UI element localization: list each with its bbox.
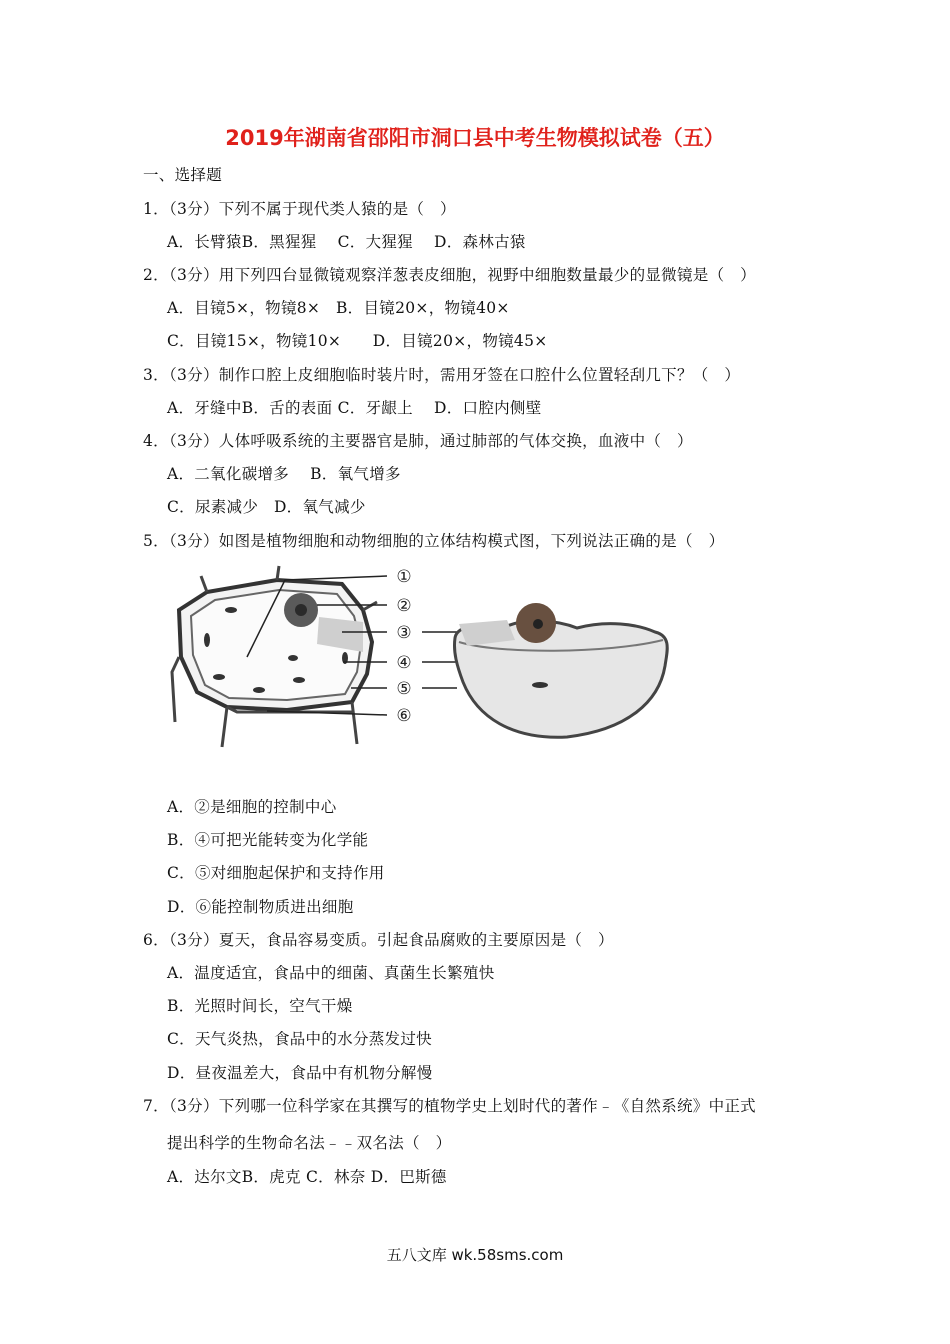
figure-label-3: ③	[396, 623, 412, 643]
question-2-options-cd: C．目镜15×，物镜10× D．目镜20×，物镜45×	[167, 332, 548, 350]
figure-label-2: ②	[396, 596, 412, 616]
question-4: 4．（3分）人体呼吸系统的主要器官是肺，通过肺部的气体交换，血液中（ ）	[143, 432, 693, 450]
question-1-options: A．长臂猿B．黑猩猩 C．大猩猩 D．森林古猿	[167, 233, 526, 251]
question-2-options-ab: A．目镜5×，物镜8× B．目镜20×，物镜40×	[167, 299, 510, 317]
question-5-option-a: A．②是细胞的控制中心	[167, 798, 337, 816]
question-6-option-c: C．天气炎热，食品中的水分蒸发过快	[167, 1030, 432, 1048]
question-6-option-a: A．温度适宜，食品中的细菌、真菌生长繁殖快	[167, 964, 495, 982]
question-6-option-b: B．光照时间长，空气干燥	[167, 997, 353, 1015]
question-6-option-d: D．昼夜温差大，食品中有机物分解慢	[167, 1064, 433, 1082]
question-1: 1．（3分）下列不属于现代类人猿的是（ ）	[143, 200, 456, 218]
footer-watermark: 五八文库 wk.58sms.com	[386, 1246, 564, 1264]
question-5-option-b: B．④可把光能转变为化学能	[167, 831, 369, 849]
question-5-option-c: C．⑤对细胞起保护和支持作用	[167, 864, 385, 882]
question-7-continuation: 提出科学的生物命名法﹣﹣双名法（ ）	[167, 1134, 452, 1152]
figure-label-5: ⑤	[396, 679, 412, 699]
question-4-options-cd: C．尿素减少 D．氧气减少	[167, 498, 366, 516]
animal-cell-diagram	[454, 603, 667, 737]
question-5-option-d: D．⑥能控制物质进出细胞	[167, 898, 354, 916]
question-3: 3．（3分）制作口腔上皮细胞临时装片时，需用牙签在口腔什么位置轻刮几下？（ ）	[143, 366, 741, 384]
question-7-options: A．达尔文B．虎克 C．林奈 D．巴斯德	[167, 1168, 447, 1186]
cell-structure-figure	[167, 562, 677, 762]
page-title: 2019年湖南省邵阳市洞口县中考生物模拟试卷（五）	[225, 126, 725, 150]
question-7: 7．（3分）下列哪一位科学家在其撰写的植物学史上划时代的著作﹣《自然系统》中正式	[143, 1097, 756, 1115]
section-heading: 一、选择题	[143, 166, 223, 184]
figure-label-6: ⑥	[396, 706, 412, 726]
question-3-options: A．牙缝中B．舌的表面 C．牙龈上 D．口腔内侧壁	[167, 399, 542, 417]
question-2: 2．（3分）用下列四台显微镜观察洋葱表皮细胞，视野中细胞数量最少的显微镜是（ ）	[143, 266, 756, 284]
figure-labels	[396, 567, 411, 726]
plant-cell-diagram	[172, 566, 377, 747]
question-4-options-ab: A．二氧化碳增多 B．氧气增多	[167, 465, 401, 483]
question-6: 6．（3分）夏天，食品容易变质。引起食品腐败的主要原因是（ ）	[143, 931, 614, 949]
question-5: 5．（3分）如图是植物细胞和动物细胞的立体结构模式图，下列说法正确的是（ ）	[143, 532, 725, 550]
figure-label-1: ①	[396, 567, 412, 587]
figure-label-4: ④	[396, 653, 412, 673]
